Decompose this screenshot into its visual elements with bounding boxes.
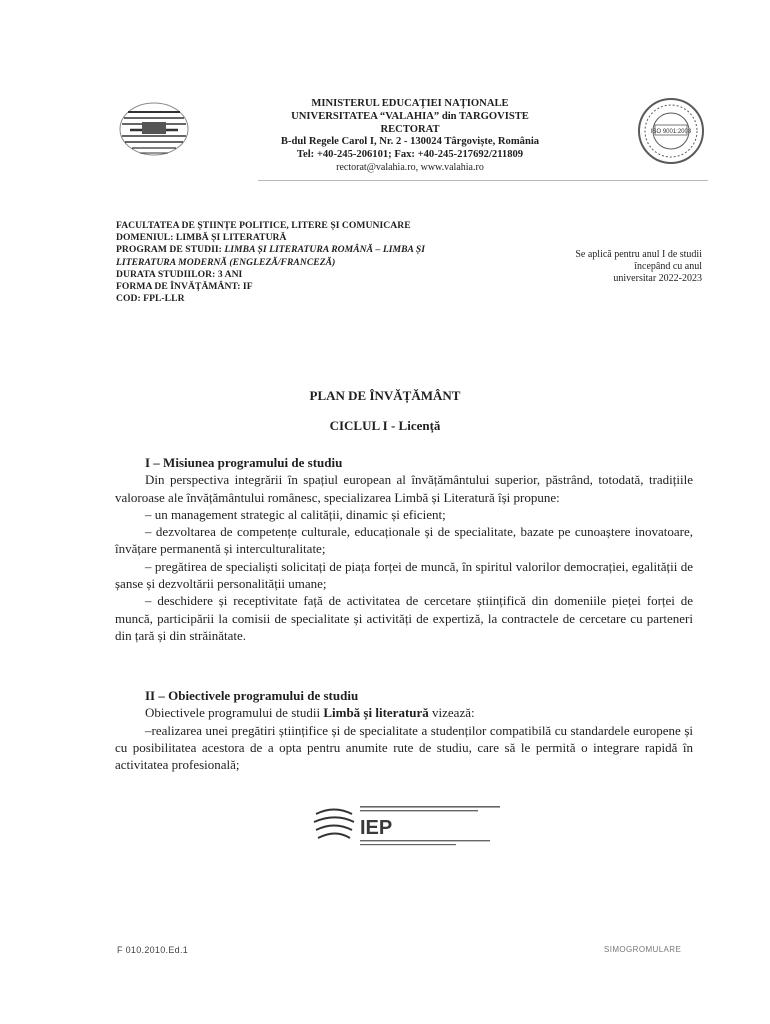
applies-line-3: universitar 2022-2023 <box>613 273 702 284</box>
intro-text-end: vizează: <box>428 705 475 721</box>
iep-logo-icon <box>312 800 508 850</box>
applicability-note <box>526 249 702 285</box>
footer-mark: SIMOGROMULARE <box>604 945 682 954</box>
letterhead-divider <box>258 180 708 181</box>
list-item: – dezvoltarea de competențe culturale, educaționale și de specialitate, bazate pe cunoaștere inovatoare, învățare permanentă și interculturalitate; <box>115 524 693 557</box>
list-item: – deschidere și receptivitate față de activitatea de cercetare științifică din domeniile pieței forței de muncă, participării la comisii de specialitate și activități de expertiză, la contractele de cercetare cu parteneri din țară și din străinătate. <box>115 593 693 643</box>
section-mission <box>115 454 693 644</box>
applies-line-2: începând cu anul <box>634 261 702 272</box>
page-subtitle: CICLUL I - Licență <box>329 418 441 433</box>
section-heading: II – Obiectivele programului de studiu <box>145 688 359 703</box>
education-form-line: FORMA DE ÎNVĂȚĂMÂNT: IF <box>116 281 253 293</box>
list-item: – un management strategic al calității, dinamic și eficient; <box>145 506 446 522</box>
section-intro: Din perspectiva integrării în spațiul european al învățământului superior, păstrând, totodată, tradițiile valoroase ale învățământului românesc, specializarea Limbă și Literatură își propune: <box>115 472 693 505</box>
section-intro <box>115 704 693 721</box>
address-line: B-dul Regele Carol I, Nr. 2 - 130024 Târgoviște, România <box>280 136 540 148</box>
form-code: F 010.2010.Ed.1 <box>117 945 189 955</box>
faculty-line: FACULTATEA DE ȘTIINȚE POLITICE, LITERE ȘI COMUNICARE <box>116 220 411 231</box>
list-item: – pregătirea de specialiști solicitați de piața forței de muncă, în spiritul valorilor democrației, egalității de șanse și dezvoltării personalității umane; <box>115 558 693 592</box>
program-label: PROGRAM DE STUDII: <box>116 244 225 256</box>
email-line: rectorat@valahia.ro, www.valahia.ro <box>336 161 484 173</box>
iep-logo-text: IEP <box>360 817 393 839</box>
phone-line: Tel: +40-245-206101; Fax: +40-245-217692/211809 <box>296 149 524 161</box>
duration-line: DURATA STUDIILOR: 3 ANI <box>116 268 243 280</box>
section-objectives <box>115 687 693 773</box>
seal-text: ISO 9001:2008 <box>650 129 692 135</box>
code-line: COD: FPL-LLR <box>116 293 185 305</box>
university-line: UNIVERSITATEA “VALAHIA” din TARGOVISTE <box>291 110 529 122</box>
intro-text: Obiectivele programului de studii <box>145 705 324 721</box>
program-value-cont: LITERATURA MODERNĂ (ENGLEZĂ/FRANCEZĂ) <box>116 256 336 268</box>
page-title: PLAN DE ÎNVĂȚĂMÂNT <box>309 388 461 403</box>
letterhead-text <box>210 98 610 175</box>
program-value: LIMBA ȘI LITERATURA ROMÂNĂ – LIMBA ȘI <box>224 244 426 256</box>
iso-certification-seal-icon <box>636 96 706 166</box>
list-item: –realizarea unei pregătiri științifice și de specialitate a studenților compatibilă cu standardele europene și cu posibilitatea acestora de a opta pentru anumite rute de studiu, care să le permită o integrare rapidă în activitatea profesională; <box>115 722 693 773</box>
ministry-line: MINISTERUL EDUCAȚIEI NAȚIONALE <box>311 98 509 109</box>
applies-line-1: Se aplică pentru anul I de studii <box>575 249 702 260</box>
section-heading: I – Misiunea programului de studiu <box>145 455 343 470</box>
university-logo-icon <box>116 100 192 158</box>
intro-emphasis: Limbă și literatură <box>323 705 429 721</box>
domain-line: DOMENIUL: LIMBĂ ȘI LITERATURĂ <box>116 232 287 244</box>
program-line <box>116 244 496 256</box>
office-line: RECTORAT <box>380 123 440 135</box>
letterhead <box>110 96 708 180</box>
faculty-info <box>116 220 496 305</box>
